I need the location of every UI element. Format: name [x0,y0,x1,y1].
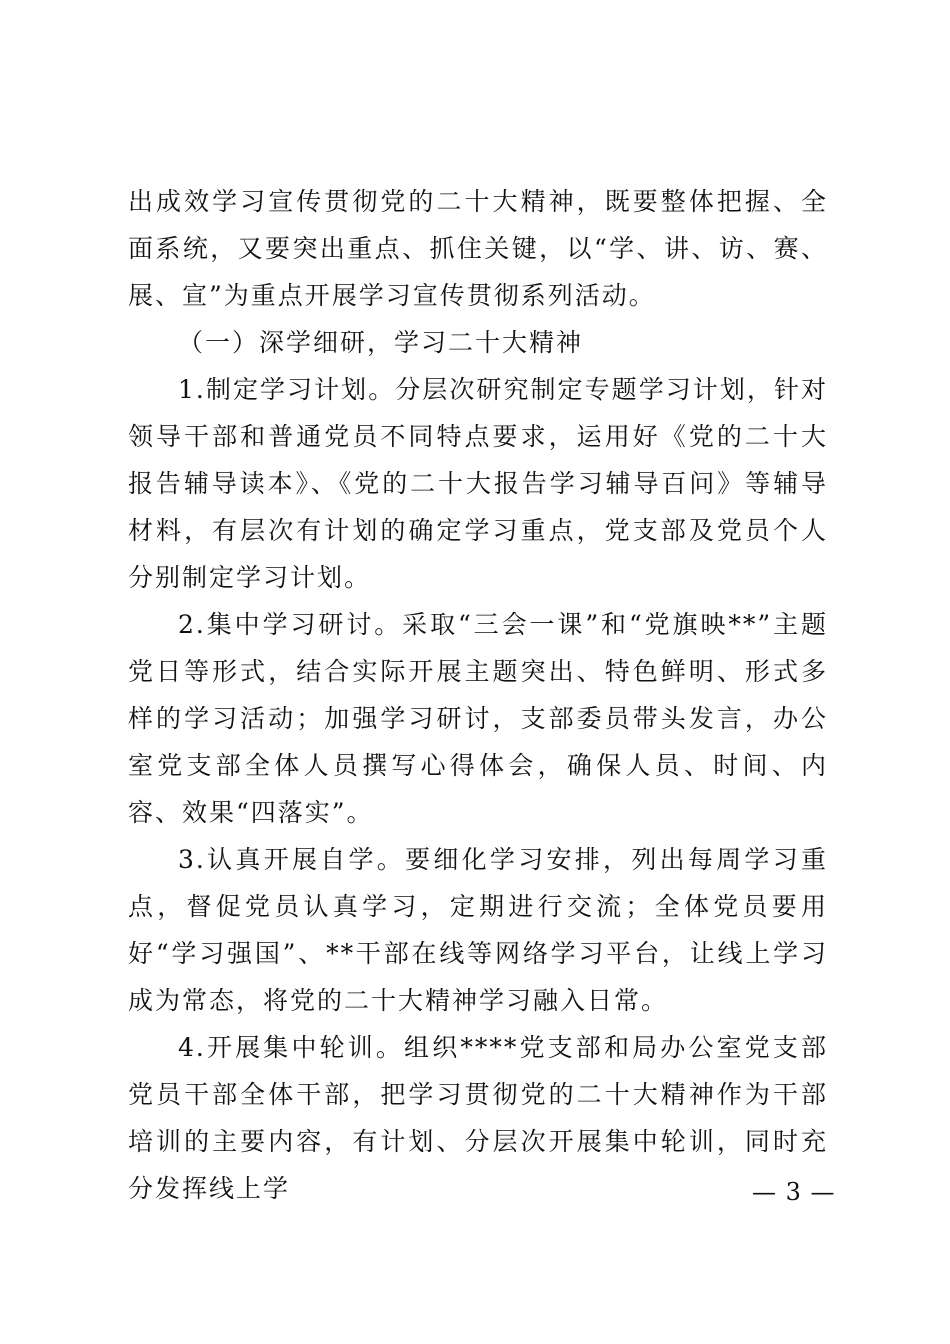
paragraph-item-3: 3.认真开展自学。要细化学习安排，列出每周学习重点，督促党员认真学习，定期进行交流；全体党员要用好“学习强国”、**干部在线等网络学习平台，让线上学习成为常态，将党的二十大精神学习融入日常。 [128,845,828,1015]
paragraph-item-4: 4.开展集中轮训。组织****党支部和局办公室党支部党员干部全体干部，把学习贯彻党的二十大精神作为干部培训的主要内容，有计划、分层次开展集中轮训，同时充分发挥线上学 [128,1033,828,1203]
page-number: — 3 — [752,1178,836,1206]
paragraph-intro-continuation: 出成效学习宣传贯彻党的二十大精神，既要整体把握、全面系统，又要突出重点、抓住关键，以“学、讲、访、赛、展、宣”为重点开展学习宣传贯彻系列活动。 [128,187,828,310]
section-heading: （一）深学细研，学习二十大精神 [178,328,584,357]
paragraph-item-2: 2.集中学习研讨。采取“三会一课”和“党旗映**”主题党日等形式，结合实际开展主题突出、特色鲜明、形式多样的学习活动；加强学习研讨，支部委员带头发言，办公室党支部全体人员撰写心得体会，确保人员、时间、内容、效果“四落实”。 [128,610,828,827]
document-body [128,178,828,1212]
paragraph-item-1: 1.制定学习计划。分层次研究制定专题学习计划，针对领导干部和普通党员不同特点要求，运用好《党的二十大报告辅导读本》、《党的二十大报告学习辅导百问》等辅导材料，有层次有计划的确定学习重点，党支部及党员个人分别制定学习计划。 [128,375,828,592]
